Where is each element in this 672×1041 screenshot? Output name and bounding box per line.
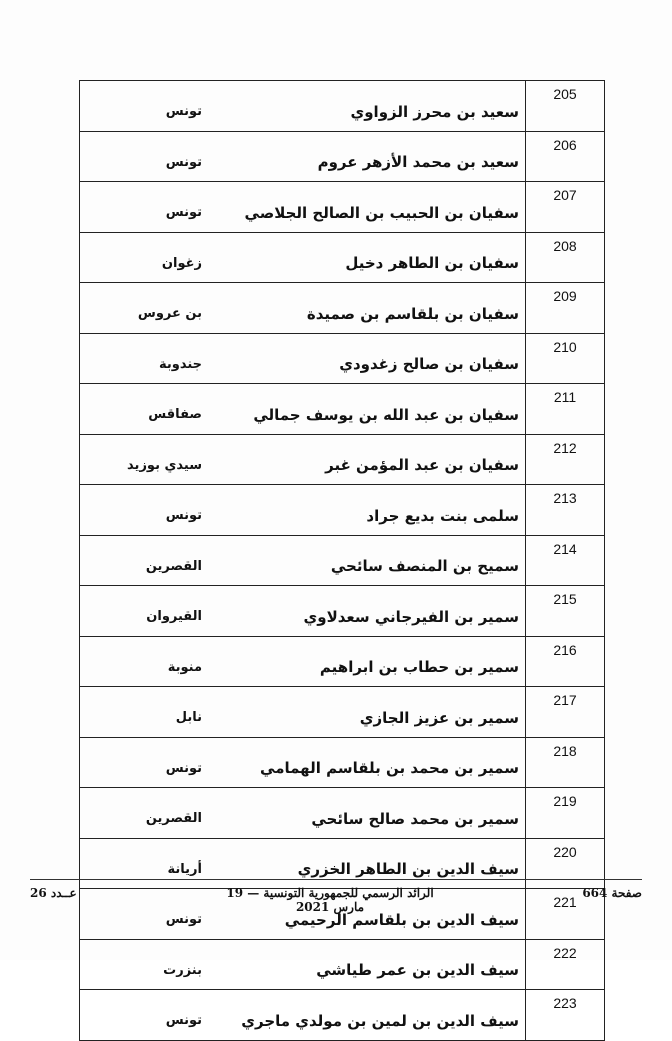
- table-row: [80, 535, 605, 586]
- governorate: صفاقس: [80, 384, 225, 435]
- person-name: سمير بن محمد صالح سائحي: [224, 788, 526, 839]
- person-name: سيف الدين بن الطاهر الخزري: [224, 838, 526, 889]
- governorate: أريانة: [80, 838, 225, 889]
- row-number: 215: [526, 586, 605, 637]
- page-footer: [30, 886, 642, 914]
- row-number: 210: [526, 333, 605, 384]
- governorate: نابل: [80, 687, 225, 738]
- person-name: سميح بن المنصف سائحي: [224, 535, 526, 586]
- person-name: سفيان بن عبد المؤمن غبر: [224, 434, 526, 485]
- row-number: 216: [526, 636, 605, 687]
- row-number: 223: [526, 990, 605, 1041]
- row-number: 207: [526, 182, 605, 233]
- person-name: سمير بن حطاب بن ابراهيم: [224, 636, 526, 687]
- person-name: سيف الدين بن بلقاسم الرحيمي: [224, 889, 526, 940]
- table-row: [80, 737, 605, 788]
- footer-rule: [30, 879, 642, 880]
- row-number: 214: [526, 535, 605, 586]
- person-name: سلمى بنت بديع جراد: [224, 485, 526, 536]
- table-row: [80, 131, 605, 182]
- person-name: سمير بن محمد بن بلقاسم الهمامي: [224, 737, 526, 788]
- table-row: [80, 838, 605, 889]
- governorate: تونس: [80, 131, 225, 182]
- person-name: سعيد بن محرز الزواوي: [224, 81, 526, 132]
- row-number: 212: [526, 434, 605, 485]
- table-row: [80, 384, 605, 435]
- governorate: تونس: [80, 485, 225, 536]
- row-number: 221: [526, 889, 605, 940]
- governorate: تونس: [80, 182, 225, 233]
- person-name: سفيان بن صالح زغدودي: [224, 333, 526, 384]
- governorate: بنزرت: [80, 939, 225, 990]
- table-row: [80, 182, 605, 233]
- governorate: تونس: [80, 889, 225, 940]
- table-row: [80, 586, 605, 637]
- row-number: 217: [526, 687, 605, 738]
- table-row: [80, 788, 605, 839]
- table-row: [80, 939, 605, 990]
- row-number: 206: [526, 131, 605, 182]
- table-row: [80, 485, 605, 536]
- table-row: [80, 990, 605, 1041]
- person-name: سيف الدين بن عمر طياشي: [224, 939, 526, 990]
- table-row: [80, 636, 605, 687]
- governorate: القصرين: [80, 788, 225, 839]
- governorate: جندوبة: [80, 333, 225, 384]
- table-row: [80, 81, 605, 132]
- page-number: صفحة 664: [582, 886, 642, 900]
- row-number: 213: [526, 485, 605, 536]
- row-number: 208: [526, 232, 605, 283]
- person-name: سعيد بن محمد الأزهر عروم: [224, 131, 526, 182]
- row-number: 220: [526, 838, 605, 889]
- governorate: منوبة: [80, 636, 225, 687]
- issue-number: عــدد 26: [30, 886, 77, 900]
- row-number: 222: [526, 939, 605, 990]
- governorate: القصرين: [80, 535, 225, 586]
- governorate: تونس: [80, 81, 225, 132]
- row-number: 209: [526, 283, 605, 334]
- governorate: بن عروس: [80, 283, 225, 334]
- person-name: سيف الدين بن لمين بن مولدي ماجري: [224, 990, 526, 1041]
- table-row: [80, 434, 605, 485]
- table-row: [80, 232, 605, 283]
- governorate: القيروان: [80, 586, 225, 637]
- table-row: [80, 687, 605, 738]
- row-number: 218: [526, 737, 605, 788]
- person-name: سمير بن عزيز الجازي: [224, 687, 526, 738]
- person-name: سفيان بن عبد الله بن يوسف جمالي: [224, 384, 526, 435]
- person-name: سمير بن الفيرجاني سعدلاوي: [224, 586, 526, 637]
- person-name: سفيان بن الحبيب بن الصالح الجلاصي: [224, 182, 526, 233]
- governorate: سيدي بوزيد: [80, 434, 225, 485]
- table-row: [80, 333, 605, 384]
- governorate: زغوان: [80, 232, 225, 283]
- governorate: تونس: [80, 990, 225, 1041]
- table-row: [80, 283, 605, 334]
- publication-title: الرائد الرسمي للجمهورية التونسية — 19 مارس 2021: [226, 886, 434, 914]
- row-number: 205: [526, 81, 605, 132]
- person-name: سفيان بن بلقاسم بن صميدة: [224, 283, 526, 334]
- row-number: 219: [526, 788, 605, 839]
- governorate: تونس: [80, 737, 225, 788]
- person-name: سفيان بن الطاهر دخيل: [224, 232, 526, 283]
- row-number: 211: [526, 384, 605, 435]
